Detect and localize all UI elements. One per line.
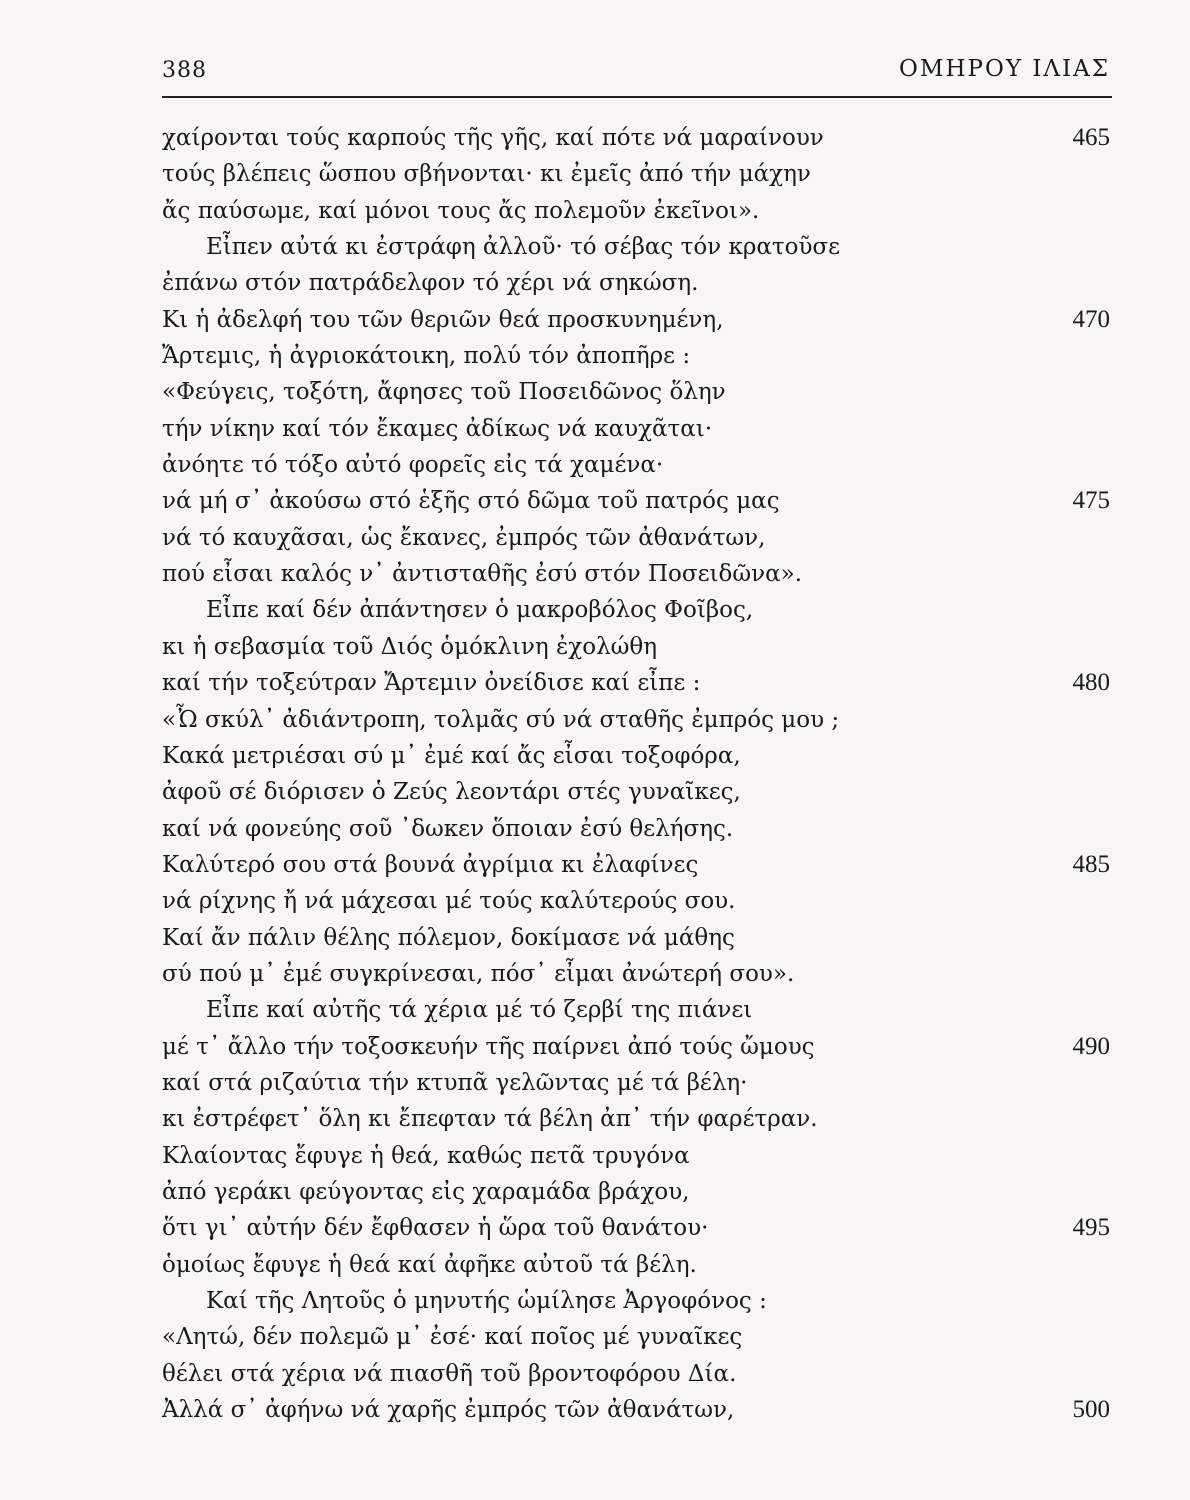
verse-line [162,556,1112,592]
verse-line [162,411,1112,447]
verse-text: Κλαίοντας ἔφυγε ἡ θεά, καθώς πετᾶ τρυγόνα [162,1142,690,1169]
verse-line [162,1138,1112,1174]
verse-line [162,447,1112,483]
verse-text: «Ὦ σκύλ᾿ ἀδιάντροπη, τολμᾶς σύ νά σταθῆς ἐμπρός μου ; [162,706,840,733]
verse-text: ἀπό γεράκι φεύγοντας εἰς χαραμάδα βράχου, [162,1178,690,1205]
verse-line [162,665,1112,701]
verse-line [162,774,1112,810]
verse-text: Εἶπε καί δέν ἀπάντησεν ὁ μακροβόλος Φοῖβος, [206,597,754,624]
verse-line [162,483,1112,519]
page-header [162,56,1112,98]
verse-text: Κι ἡ ἀδελφή του τῶν θεριῶν θεά προσκυνημένη, [162,306,724,333]
verse-text: μέ τ᾿ ἄλλο τήν τοξοσκευήν τῆς παίρνει ἀπό τούς ὤμους [162,1033,815,1060]
verse-text: Κακά μετριέσαι σύ μ᾿ ἐμέ καί ἄς εἶσαι τοξοφόρα, [162,742,741,769]
verse-text: ἀνόητε τό τόξο αὐτό φορεῖς εἰς τά χαμένα· [162,452,664,479]
verse-line [162,302,1112,338]
verse-number: 475 [1072,487,1110,515]
verse-line [162,120,1112,156]
verse-line [162,1101,1112,1137]
verse-line [162,229,1112,265]
running-title: ΟΜΗΡΟΥ ΙΛΙΑΣ [899,56,1110,82]
verse-text: νά τό καυχᾶσαι, ὡς ἔκανες, ἐμπρός τῶν ἀθανάτων, [162,524,766,551]
verse-text: Καλύτερό σου στά βουνά ἀγρίμια κι ἐλαφίνες [162,851,699,878]
verse-text: Ἄρτεμις, ἡ ἀγριοκάτοικη, πολύ τόν ἀποπῆρε : [162,343,691,370]
verse-line [162,1356,1112,1392]
verse-line [162,1247,1112,1283]
verse-line [162,1029,1112,1065]
verse-line [162,193,1112,229]
verse-text: θέλει στά χέρια νά πιασθῆ τοῦ βροντοφόρου Δία. [162,1360,737,1387]
verse-line [162,992,1112,1028]
verse-text: τήν νίκην καί τόν ἔκαμες ἀδίκως νά καυχᾶται· [162,415,713,442]
verse-line [162,702,1112,738]
verse-text: κι ἡ σεβασμία τοῦ Διός ὁμόκλινη ἐχολώθη [162,633,658,660]
verse-line [162,811,1112,847]
verse-text: πού εἶσαι καλός ν᾿ ἀντισταθῆς ἐσύ στόν Ποσειδῶνα». [162,561,803,588]
verse-line [162,1174,1112,1210]
verse-line [162,920,1112,956]
verse-number: 500 [1072,1396,1110,1424]
verse-line [162,738,1112,774]
verse-line [162,1283,1112,1319]
verse-text: ὅτι γι᾿ αὐτήν δέν ἔφθασεν ἡ ὥρα τοῦ θανάτου· [162,1215,709,1242]
verse-text: Ἀλλά σ᾿ ἀφήνω νά χαρῆς ἐμπρός τῶν ἀθανάτων, [162,1397,735,1424]
verse-line [162,338,1112,374]
verse-text: χαίρονται τούς καρπούς τῆς γῆς, καί πότε νά μαραίνουν [162,125,824,151]
verse-number: 495 [1072,1214,1110,1242]
verse-text: νά ρίχνης ἤ νά μάχεσαι μέ τούς καλύτερούς σου. [162,888,736,915]
verse-line [162,847,1112,883]
verse-line [162,629,1112,665]
verse-text: «Φεύγεις, τοξότη, ἄφησες τοῦ Ποσειδῶνος ὅλην [162,379,726,406]
verse-text: τούς βλέπεις ὥσπου σβήνονται· κι ἐμεῖς ἀπό τήν μάχην [162,161,811,188]
verse-line [162,265,1112,301]
verse-text: καί τήν τοξεύτραν Ἄρτεμιν ὀνείδισε καί εἶπε : [162,670,701,697]
verse-line [162,374,1112,410]
verse-line [162,1210,1112,1246]
verse-text: σύ πού μ᾿ ἐμέ συγκρίνεσαι, πόσ᾿ εἶμαι ἀνώτερή σου». [162,960,795,987]
verse-block [162,120,1112,1428]
verse-line [162,1392,1112,1428]
verse-number: 480 [1072,669,1110,697]
verse-text: ὁμοίως ἔφυγε ἡ θεά καί ἀφῆκε αὐτοῦ τά βέλη. [162,1251,697,1278]
verse-line [162,156,1112,192]
verse-text: «Λητώ, δέν πολεμῶ μ᾿ ἐσέ· καί ποῖος μέ γυναῖκες [162,1324,743,1351]
verse-line [162,520,1112,556]
verse-line [162,883,1112,919]
verse-text: ἄς παύσωμε, καί μόνοι τους ἄς πολεμοῦν ἐκεῖνοι». [162,197,760,224]
verse-text: Εἶπε καί αὐτῆς τά χέρια μέ τό ζερβί της πιάνει [206,997,753,1024]
page-number: 388 [162,58,207,83]
verse-line [162,956,1112,992]
verse-text: καί νά φονεύης σοῦ ᾿δωκεν ὅποιαν ἐσύ θελήσης. [162,815,734,842]
verse-number: 465 [1072,124,1110,151]
verse-text: κι ἐστρέφετ᾿ ὅλη κι ἔπεφταν τά βέλη ἀπ᾿ τήν φαρέτραν. [162,1106,818,1133]
verse-text: Καί τῆς Λητοῦς ὁ μηνυτής ὡμίλησε Ἀργοφόνος : [206,1288,767,1314]
verse-text: καί στά ριζαύτια τήν κτυπᾶ γελῶντας μέ τά βέλη· [162,1069,748,1096]
verse-number: 470 [1072,305,1110,333]
verse-text: νά μή σ᾿ ἀκούσω στό ἑξῆς στό δῶμα τοῦ πατρός μας [162,488,780,515]
verse-line [162,592,1112,628]
verse-text: ἐπάνω στόν πατράδελφον τό χέρι νά σηκώση. [162,270,699,297]
verse-text: Καί ἄν πάλιν θέλης πόλεμον, δοκίμασε νά μάθης [162,924,735,951]
verse-text: ἀφοῦ σέ διόρισεν ὁ Ζεύς λεοντάρι στές γυναῖκες, [162,779,741,806]
verse-number: 490 [1072,1032,1110,1060]
verse-line [162,1065,1112,1101]
verse-text: Εἶπεν αὐτά κι ἐστράφη ἀλλοῦ· τό σέβας τόν κρατοῦσε [206,234,841,261]
verse-number: 485 [1072,850,1110,878]
verse-line [162,1319,1112,1355]
